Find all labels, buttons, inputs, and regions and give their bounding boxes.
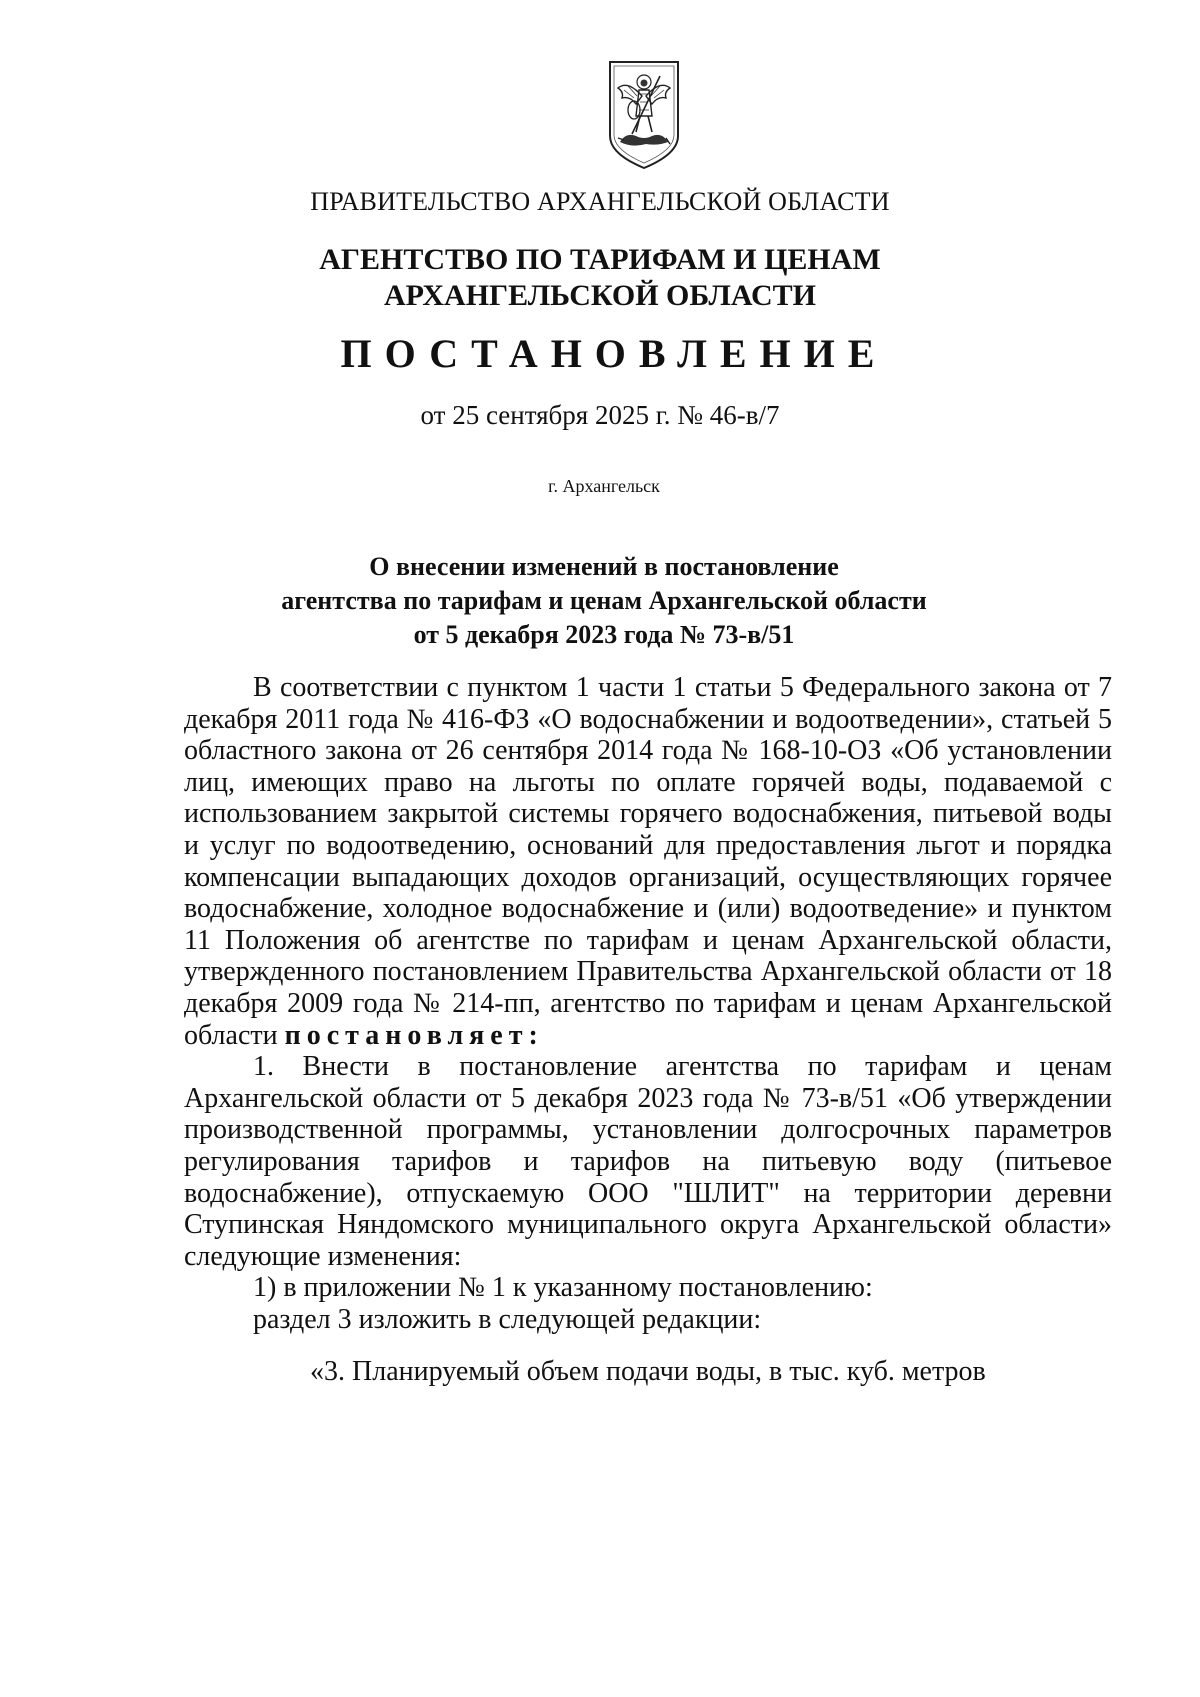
subitem-1-instruction: раздел 3 изложить в следующей редакции:: [253, 1303, 762, 1335]
section-3-title: «3. Планируемый объем подачи воды, в тыс. куб. метров: [310, 1356, 986, 1387]
agency-title: [0, 242, 1200, 314]
agency-title-line-1: АГЕНТСТВО ПО ТАРИФАМ И ЦЕНАМ: [319, 243, 881, 276]
preamble-text: В соответствии с пунктом 1 части 1 статьи 5 Федерального закона от 7 декабря 2011 года № 416-ФЗ «О водоснабжении и водоотведении», статьей 5 областного закона от 26 сентября 2014 года № 168-10-ОЗ «Об установлении лиц, имеющих право на льготы по оплате горячей воды, подаваемой с использованием закрытой системы горячего водоснабжения, питьевой воды и услуг по водоотведению, оснований для предоставления льгот и порядка компенсации выпадающих доходов организаций, осуществляющих горячее водоснабжение, холодное водоснабжение и (или) водоотведение» и пунктом 11 Положения об агентстве по тарифам и ценам Архангельской области, утвержденного постановлением Правительства Архангельской области от 18 декабря 2009 года № 214-пп, агентство по тарифам и ценам Архангельской области: [184, 672, 1112, 1051]
subject-line-3: от 5 декабря 2023 года № 73-в/51: [413, 620, 795, 649]
document-city: г. Архангельск: [548, 476, 660, 496]
coat-of-arms-icon: [606, 58, 682, 170]
subject-line-2: агентства по тарифам и ценам Архангельской области: [281, 586, 927, 615]
document-subject: [0, 550, 1200, 652]
agency-title-line-2: АРХАНГЕЛЬСКОЙ ОБЛАСТИ: [384, 279, 816, 312]
government-title: ПРАВИТЕЛЬСТВО АРХАНГЕЛЬСКОЙ ОБЛАСТИ: [310, 187, 890, 216]
document-type: ПОСТАНОВЛЕНИЕ: [340, 331, 888, 376]
document-date-number: от 25 сентября 2025 г. № 46-в/7: [420, 400, 780, 430]
subject-line-1: О внесении изменений в постановление: [369, 552, 839, 581]
item-1-paragraph: 1. Внести в постановление агентства по тарифам и ценам Архангельской области от 5 декабря 2023 года № 73-в/51 «Об утверждении производственной программы, установлении долгосрочных параметров регулирования тарифов и тарифов на питьевую воду (питьевое водоснабжение), отпускаемую ООО "ШЛИТ" на территории деревни Ступинская Няндомского муниципального округа Архангельской области» следующие изменения:: [184, 1051, 1112, 1272]
document-body: [184, 672, 1112, 1335]
decree-word: постановляет:: [284, 1019, 544, 1051]
subitem-1-paragraph: 1) в приложении № 1 к указанному постановлению:: [253, 1272, 873, 1304]
preamble-paragraph: [184, 672, 1112, 1051]
